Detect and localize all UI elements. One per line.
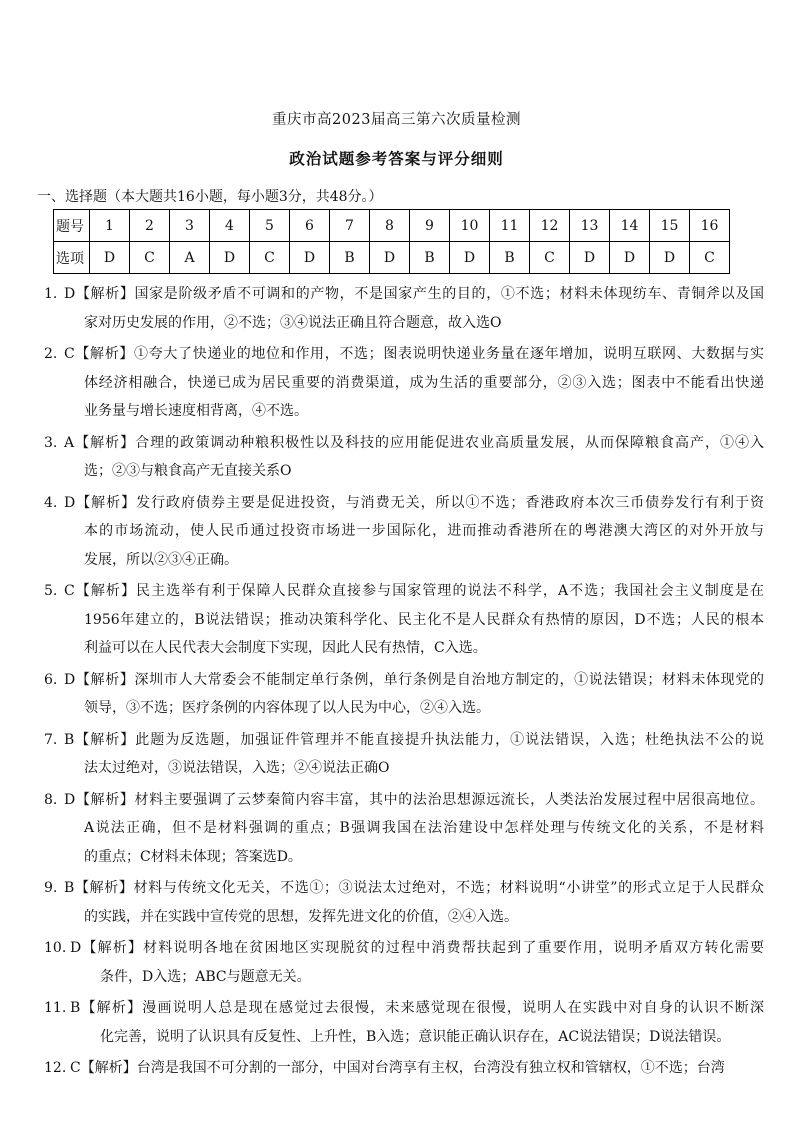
item-number: 11.: [44, 1000, 67, 1016]
answer-option-cell: C: [690, 242, 730, 274]
answer-option-cell: D: [210, 242, 250, 274]
answer-option-cell: B: [330, 242, 370, 274]
answer-table-option-row: [54, 242, 730, 274]
explanation-item: [44, 340, 764, 426]
item-number: 8.: [44, 791, 58, 808]
explanation-item: [44, 726, 764, 783]
answer-option-cell: B: [410, 242, 450, 274]
answer-option-cell: D: [370, 242, 410, 274]
question-number-cell: 6: [290, 210, 330, 242]
explanation-item: [44, 786, 764, 872]
section-heading: 一、选择题（本大题共16小题，每小题3分，共48分。）: [37, 189, 383, 205]
answer-option-cell: D: [650, 242, 690, 274]
item-number: 2.: [44, 346, 58, 362]
explanation-line: B【解析】材料与传统文化无关，不选①；③说法太过绝对，不选；材料说明“小讲堂”的形式立足于人民群众: [64, 880, 764, 896]
explanation-line: 法太过绝对，③说法错误，入选；②④说法正确O: [84, 760, 390, 776]
explanation-line: 业务量与增长速度相背离，④不选。: [84, 403, 308, 419]
explanation-line: B【解析】漫画说明人总是现在感觉过去很慢，未来感觉现在很慢，说明人在实践中对自身的认识不断深: [70, 1000, 764, 1016]
question-number-cell: 11: [490, 210, 530, 242]
explanation-item: [44, 666, 764, 723]
question-number-cell: 7: [330, 210, 370, 242]
question-number-cell: 9: [410, 210, 450, 242]
explanation-line: 领导，③不选；医疗条例的内容体现了以人民为中心，②④入选。: [84, 700, 490, 716]
explanation-item: [44, 577, 764, 663]
item-number: 1.: [44, 286, 58, 302]
explanation-line: D【解析】材料主要强调了云梦秦简内容丰富，其中的法治思想源远流长，人类法治发展过程中居很高地位。: [64, 791, 764, 808]
question-number-cell: 15: [650, 210, 690, 242]
explanation-line: 的实践，并在实践中宣传党的思想，发挥先进文化的价值，②④入选。: [84, 908, 518, 925]
explanation-line: A说法正确，但不是材料强调的重点；B强调我国在法治建设中怎样处理与传统文化的关系，不是材料: [84, 820, 764, 836]
question-number-cell: 5: [250, 210, 290, 242]
answer-option-cell: A: [170, 242, 210, 274]
answer-option-cell: D: [290, 242, 330, 274]
item-number: 9.: [44, 880, 58, 896]
item-number: 12.: [44, 1060, 67, 1076]
explanation-line: 的重点；C材料未体现；答案选D。: [84, 848, 302, 865]
explanation-item: [44, 280, 764, 337]
explanation-item: [44, 429, 764, 486]
row-label-option: 选项: [54, 242, 90, 274]
explanation-line: D【解析】材料说明各地在贫困地区实现脱贫的过程中消费帮扶起到了重要作用，说明矛盾双方转化需要: [70, 940, 764, 956]
explanation-line: D【解析】国家是阶级矛盾不可调和的产物，不是国家产生的目的，①不选；材料未体现纺车、青铜斧以及国: [64, 286, 764, 302]
question-number-cell: 4: [210, 210, 250, 242]
answer-option-cell: D: [450, 242, 490, 274]
explanation-line: 家对历史发展的作用，②不选；③④说法正确且符合题意，故入选O: [84, 314, 502, 331]
row-label-number: 题号: [54, 210, 90, 242]
explanation-line: 体经济相融合，快递已成为居民重要的消费渠道，成为生活的重要部分，②③入选；图表中不能看出快递: [84, 374, 764, 391]
question-number-cell: 12: [530, 210, 570, 242]
item-number: 4.: [44, 494, 58, 511]
answer-table: [53, 209, 730, 274]
explanation-item: [44, 489, 764, 575]
question-number-cell: 13: [570, 210, 610, 242]
explanation-line: 条件，D入选；ABC与题意无关。: [100, 968, 311, 985]
question-number-cell: 16: [690, 210, 730, 242]
explanation-line: D【解析】发行政府债券主要是促进投资，与消费无关，所以①不选；香港政府本次三币债券发行有利于资: [64, 494, 764, 511]
answer-option-cell: C: [250, 242, 290, 274]
question-number-cell: 3: [170, 210, 210, 242]
explanation-line: 本的市场流动，使人民币通过投资市场进一步国际化，进而推动香港所在的粤港澳大湾区的对外开放与: [84, 523, 764, 539]
explanation-line: C【解析】①夸大了快递业的地位和作用，不选；图表说明快递业务量在逐年增加，说明互联网、大数据与实: [64, 346, 764, 362]
explanation-line: 利益可以在人民代表大会制度下实现，因此人民有热情，C入选。: [84, 640, 487, 656]
item-number: 5.: [44, 583, 58, 599]
explanation-line: 1956年建立的，B说法错误；推动决策科学化、民主化不是人民群众有热情的原因，D不选；人民的根本: [84, 611, 764, 628]
explanation-item: [44, 874, 764, 931]
item-number: 3.: [44, 434, 58, 451]
answer-option-cell: B: [490, 242, 530, 274]
answer-explanations: [44, 280, 764, 1086]
question-number-cell: 1: [90, 210, 130, 242]
explanation-line: 选；②③与粮食高产无直接关系O: [84, 463, 292, 479]
item-number: 10.: [44, 940, 67, 956]
item-number: 6.: [44, 671, 58, 688]
answer-option-cell: D: [570, 242, 610, 274]
answer-table-number-row: [54, 210, 730, 242]
answer-option-cell: D: [90, 242, 130, 274]
document-subtitle: 政治试题参考答案与评分细则: [289, 149, 504, 168]
question-number-cell: 2: [130, 210, 170, 242]
question-number-cell: 8: [370, 210, 410, 242]
explanation-line: 化完善，说明了认识具有反复性、上升性，B入选；意识能正确认识存在，AC说法错误；D说法错误。: [100, 1028, 731, 1045]
explanation-line: A【解析】合理的政策调动种粮积极性以及科技的应用能促进农业高质量发展，从而保障粮食高产，①④入: [64, 434, 764, 451]
question-number-cell: 10: [450, 210, 490, 242]
answer-option-cell: D: [610, 242, 650, 274]
document-title: 重庆市高2023届高三第六次质量检测: [272, 112, 521, 128]
answer-option-cell: C: [130, 242, 170, 274]
answer-option-cell: C: [530, 242, 570, 274]
explanation-line: D【解析】深圳市人大常委会不能制定单行条例，单行条例是自治地方制定的，①说法错误；材料未体现党的: [64, 671, 764, 688]
explanation-item: [44, 934, 764, 991]
explanation-line: C【解析】民主选举有利于保障人民群众直接参与国家管理的说法不科学，A不选；我国社会主义制度是在: [64, 583, 764, 599]
item-number: 7.: [44, 731, 58, 748]
explanation-item: [44, 994, 764, 1051]
explanation-line: 发展，所以②③④正确。: [84, 551, 238, 568]
explanation-item: [44, 1054, 764, 1083]
question-number-cell: 14: [610, 210, 650, 242]
explanation-line: C【解析】台湾是我国不可分割的一部分，中国对台湾享有主权，台湾没有独立权和管辖权，①不选；台湾: [70, 1060, 725, 1076]
explanation-line: B【解析】此题为反选题，加强证件管理并不能直接提升执法能力，①说法错误，入选；杜绝执法不公的说: [64, 731, 764, 748]
